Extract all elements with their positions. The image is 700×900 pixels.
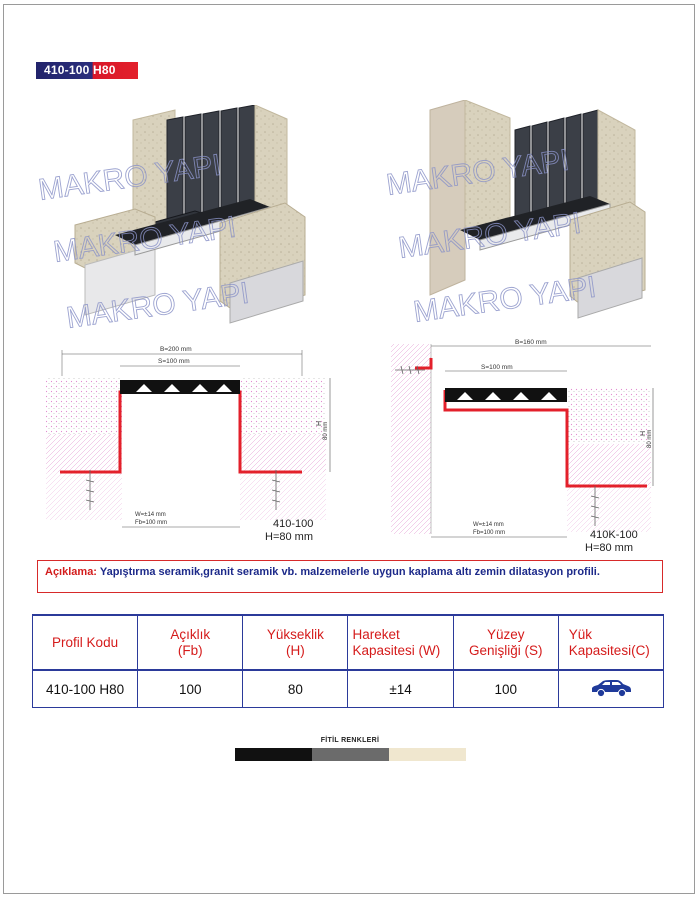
dimension-h-value: 80 mm <box>647 429 653 448</box>
dimension-s: S=100 mm <box>158 358 190 365</box>
dimension-s: S=100 mm <box>481 364 513 371</box>
dimension-h-label: H <box>640 430 647 436</box>
header-yuzey: Yüzey Genişliği (S) <box>453 615 558 670</box>
dimension-w: W=±14 mm <box>135 512 166 518</box>
table-header-row <box>33 615 664 670</box>
dimension-w: W=±14 mm <box>473 522 504 528</box>
swatch-gray <box>312 748 389 761</box>
colors-title: FİTİL RENKLERİ <box>320 737 380 744</box>
dimension-h-label: H <box>316 420 323 426</box>
dimension-h-value: 80 mm <box>323 421 329 440</box>
watermark-text: MAKRO YAPI <box>396 206 584 265</box>
header-hareket: Hareket Kapasitesi (W) <box>348 615 453 670</box>
description-box <box>37 560 663 593</box>
technical-drawing-right <box>385 338 675 558</box>
cell-profil-kodu: 410-100 H80 <box>33 670 138 708</box>
header-yuk: Yük Kapasitesi(C) <box>558 615 663 670</box>
color-swatches <box>235 748 466 761</box>
cell-yuzey: 100 <box>453 670 558 708</box>
watermark-text: MAKRO YAPI <box>384 143 572 202</box>
watermark-text: MAKRO YAPI <box>51 210 239 269</box>
cell-yukseklik: 80 <box>243 670 348 708</box>
model-height: H=80 mm <box>265 531 313 543</box>
model-code: 410K-100 <box>590 529 638 541</box>
model-code: 410-100 <box>273 518 314 530</box>
cell-hareket: ±14 <box>348 670 453 708</box>
header-yukseklik: Yükseklik (H) <box>243 615 348 670</box>
watermark-text: MAKRO YAPI <box>36 148 224 207</box>
spec-table <box>32 614 664 708</box>
watermark-text: MAKRO YAPI <box>411 270 599 329</box>
model-height: H=80 mm <box>585 542 633 554</box>
cell-aciklik: 100 <box>138 670 243 708</box>
header-profil-kodu: Profil Kodu <box>33 615 138 670</box>
dimension-fb: Fb=100 mm <box>473 530 506 536</box>
dimension-b: B=160 mm <box>515 339 547 346</box>
header-aciklik: Açıklık (Fb) <box>138 615 243 670</box>
description-text: Yapıştırma seramik,granit seramik vb. malzemelerle uygun kaplama altı zemin dilatasyon profili. <box>96 566 600 578</box>
cell-yuk-kapasitesi <box>558 670 663 708</box>
watermark-layer <box>0 0 700 340</box>
car-icon <box>589 678 633 698</box>
swatch-black <box>235 748 312 761</box>
technical-drawing-left <box>40 340 340 550</box>
description-label: Açıklama: <box>45 566 97 578</box>
watermark-text: MAKRO YAPI <box>64 276 252 335</box>
product-code-badge: 410-100 H80 <box>36 62 138 79</box>
dimension-b: B=200 mm <box>160 346 192 353</box>
swatch-beige <box>389 748 466 761</box>
dimension-fb: Fb=100 mm <box>135 520 168 526</box>
table-row <box>33 670 664 708</box>
